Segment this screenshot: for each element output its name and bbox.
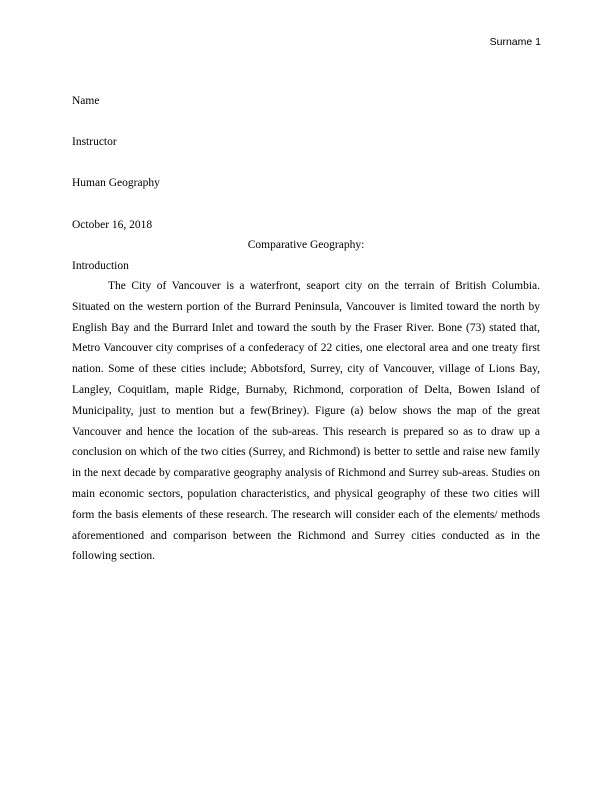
running-head: Surname 1: [489, 36, 541, 48]
body-paragraph: The City of Vancouver is a waterfront, seaport city on the terrain of British Columbia. Situated on the western portion of the Burrard Peninsula, Vancouver is limited toward the north by English Bay and the Burrard Inlet and toward the south by the Fraser River. Bone (73) stated that, Metro Vancouver city comprises of a confederacy of 22 cities, one electoral area and one treaty first nation. Some of these cities include; Abbotsford, Surrey, city of Vancouver, village of Lions Bay, Langley, Coquitlam, maple Ridge, Burnaby, Richmond, corporation of Delta, Bowen Island of Municipality, just to mention but a few(Briney). Figure (a) below shows the map of the great Vancouver and hence the location of the sub-areas. This research is prepared so as to draw up a conclusion on which of the two cities (Surrey, and Richmond) is better to settle and raise new family in the next decade by comparative geography analysis of Richmond and Surrey sub-areas. Studies on main economic sectors, population characteristics, and physical geography of these two cities will form the basis elements of these research. The research will consider each of the elements/ methods aforementioned and comparison between the Richmond and Surrey cities conducted as in the following section.: [72, 280, 540, 563]
course-name: Human Geography: [72, 177, 160, 189]
document-date: October 16, 2018: [72, 219, 153, 231]
document-title: Comparative Geography:: [247, 239, 365, 251]
student-name: Name: [72, 95, 100, 107]
section-heading: Introduction: [72, 260, 129, 272]
instructor-name: Instructor: [72, 136, 117, 148]
